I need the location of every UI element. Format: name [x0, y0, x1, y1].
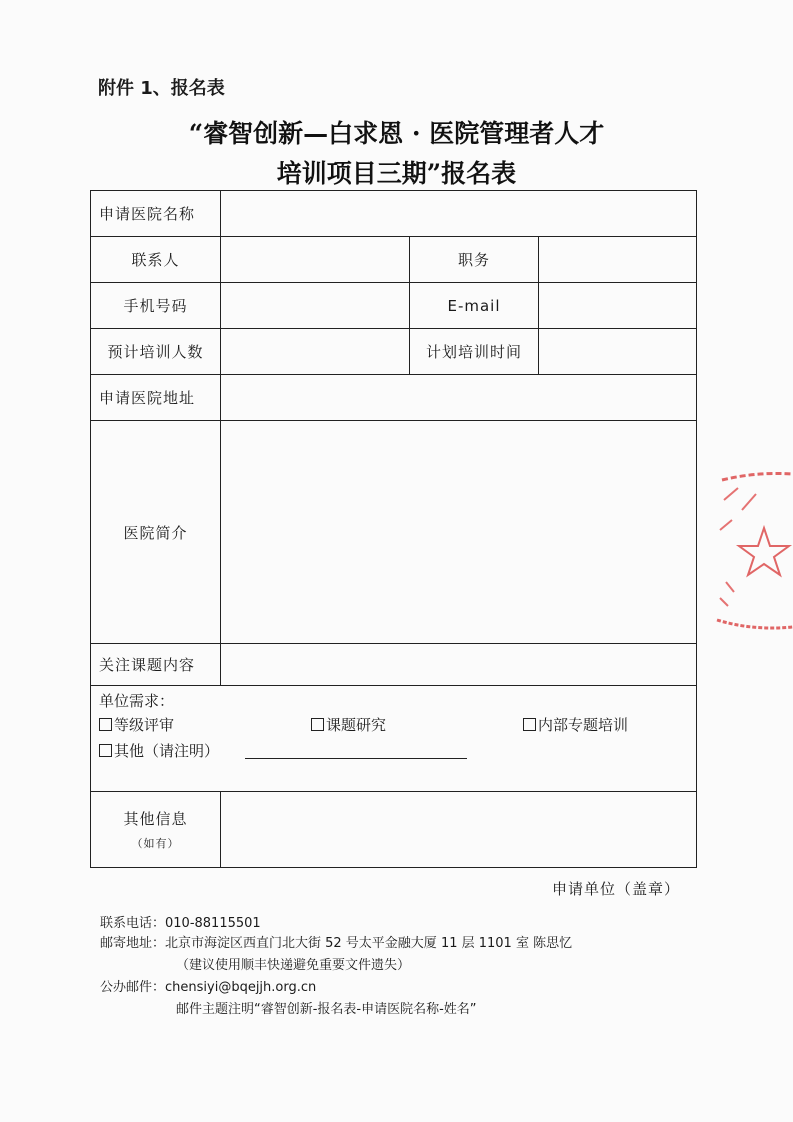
checkbox-icon	[311, 718, 324, 731]
contact-phone: 联系电话：010-88115501	[100, 916, 261, 931]
table-row	[91, 644, 697, 686]
expected-trainees-label: 预计培训人数	[91, 329, 221, 375]
table-row	[91, 329, 697, 375]
contact-email: 公办邮件：chensiyi@bqejjh.org.cn	[100, 980, 317, 995]
mobile-field[interactable]	[221, 283, 410, 329]
checkbox-icon	[99, 744, 112, 757]
option-label: 内部专题培训	[538, 716, 629, 734]
position-label: 职务	[410, 237, 539, 283]
email-subject-note: 邮件主题注明“睿智创新-报名表-申请医院名称-姓名”	[176, 1002, 477, 1017]
needs-option-other[interactable]	[99, 738, 219, 764]
expected-trainees-field[interactable]	[221, 329, 410, 375]
contact-person-label: 联系人	[91, 237, 221, 283]
email-label: E-mail	[410, 283, 539, 329]
hospital-name-field[interactable]	[221, 191, 697, 237]
focus-topics-field[interactable]	[221, 644, 697, 686]
mobile-label: 手机号码	[91, 283, 221, 329]
planned-time-field[interactable]	[539, 329, 697, 375]
position-field[interactable]	[539, 237, 697, 283]
form-title-line-2: 培训项目三期”报名表	[276, 159, 517, 188]
seal-label: 申请单位（盖章）	[552, 880, 681, 898]
needs-option-internal-training[interactable]	[523, 712, 628, 738]
table-row	[91, 421, 697, 644]
hospital-address-field[interactable]	[221, 375, 697, 421]
other-info-text: 其他信息	[123, 810, 188, 828]
hospital-intro-label: 医院简介	[91, 421, 221, 644]
hospital-address-label: 申请医院地址	[91, 375, 221, 421]
option-label: 等级评审	[114, 716, 175, 734]
table-row	[91, 792, 697, 868]
checkbox-icon	[523, 718, 536, 731]
option-label: 其他（请注明）	[114, 742, 220, 760]
table-row	[91, 191, 697, 237]
mailing-address-note: （建议使用顺丰快递避免重要文件遗失）	[176, 958, 411, 973]
table-row	[91, 375, 697, 421]
other-info-label	[91, 792, 221, 868]
hospital-name-label: 申请医院名称	[91, 191, 221, 237]
email-field[interactable]	[539, 283, 697, 329]
needs-option-research[interactable]	[311, 712, 386, 738]
other-fill-line[interactable]	[245, 758, 467, 759]
other-info-note: （如有）	[131, 837, 180, 850]
hospital-intro-field[interactable]	[221, 421, 697, 644]
table-row	[91, 686, 697, 792]
table-row	[91, 237, 697, 283]
needs-label: 单位需求：	[99, 692, 175, 710]
table-row	[91, 283, 697, 329]
red-seal-stamp-icon	[712, 470, 793, 640]
attachment-label: 附件 1、报名表	[98, 78, 225, 99]
needs-section	[91, 686, 697, 792]
other-info-field[interactable]	[221, 792, 697, 868]
option-label: 课题研究	[326, 716, 387, 734]
mailing-address: 邮寄地址：北京市海淀区西直门北大街 52 号太平金融大厦 11 层 1101 室 陈思忆	[100, 936, 573, 951]
needs-option-grade-review[interactable]	[99, 712, 174, 738]
registration-form	[90, 190, 697, 868]
contact-person-field[interactable]	[221, 237, 410, 283]
planned-time-label: 计划培训时间	[410, 329, 539, 375]
checkbox-icon	[99, 718, 112, 731]
form-title-line-1: “睿智创新—白求恩 · 医院管理者人才	[188, 119, 605, 148]
focus-topics-label: 关注课题内容	[91, 644, 221, 686]
